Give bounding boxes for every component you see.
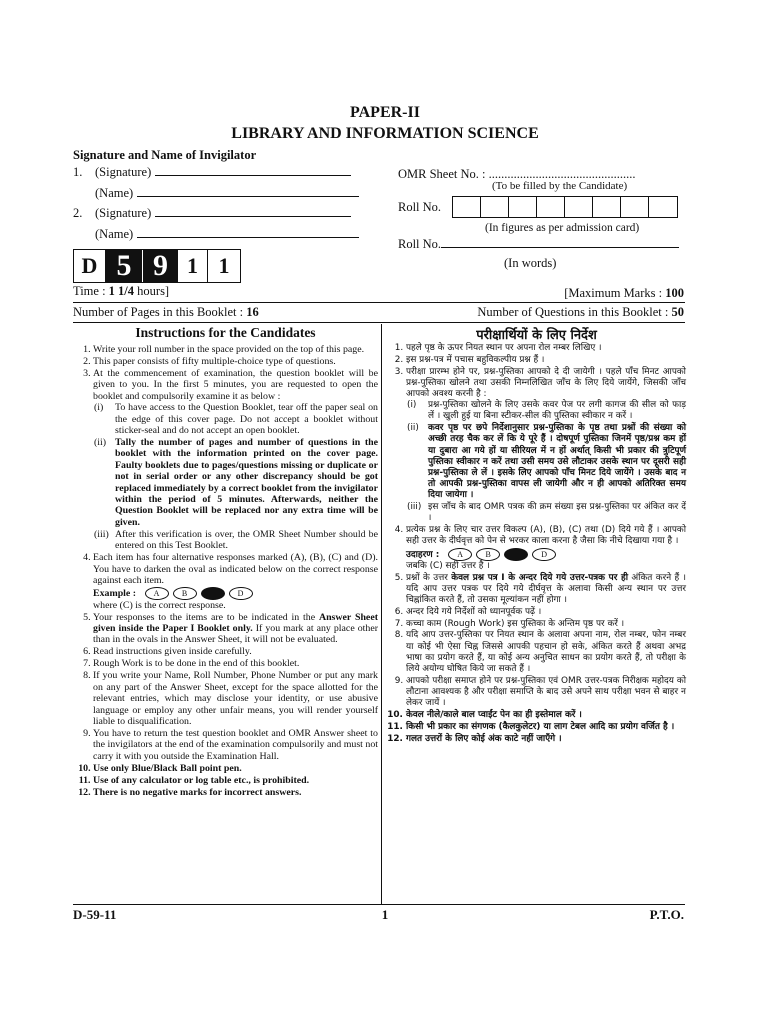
booklet-code-footer: D-59-11 bbox=[73, 907, 117, 922]
signature-blank[interactable] bbox=[155, 206, 351, 217]
roll-digit-box[interactable] bbox=[537, 197, 565, 217]
roll-digit-box[interactable] bbox=[453, 197, 481, 217]
instruction-3-iii bbox=[94, 528, 378, 552]
roman-numeral: (ii) bbox=[407, 423, 419, 434]
time-label: Time : bbox=[73, 284, 109, 298]
divider bbox=[73, 302, 685, 303]
name-label: (Name) bbox=[95, 227, 134, 241]
instruction-5-text-a: Your responses to the items are to be indicated in the bbox=[93, 611, 319, 623]
pto-label: P.T.O. bbox=[649, 907, 684, 922]
instruction-7: 7. Rough Work is to be done in the end of this booklet. bbox=[93, 658, 378, 669]
hindi-instruction-7: 7. कच्चा काम (Rough Work) इस पुस्तिका के अन्तिम पृष्ठ पर करें । bbox=[406, 619, 686, 630]
roll-number-boxes[interactable] bbox=[452, 196, 678, 218]
question-count bbox=[477, 305, 684, 320]
page-count bbox=[73, 305, 259, 320]
roman-numeral: (i) bbox=[94, 402, 104, 414]
hindi-instruction-12: 12. गलत उत्तरों के लिए कोई अंक काटे नहीं जाएँगे । bbox=[406, 734, 686, 745]
roman-numeral: (iii) bbox=[94, 528, 109, 540]
page-number: 1 bbox=[381, 907, 389, 922]
hindi-instruction-4 bbox=[406, 525, 686, 572]
english-instructions bbox=[73, 344, 378, 799]
hindi-instruction-11: 11. किसी भी प्रकार का संगणक (कैलकुलेटर) या लाग टेबल आदि का प्रयोग वर्जित है । bbox=[406, 722, 686, 733]
instruction-1: 1. Write your roll number in the space provided on the top of this page. bbox=[93, 344, 378, 355]
signature-line-2 bbox=[73, 206, 351, 221]
name-line-1 bbox=[73, 186, 359, 201]
hindi-instruction-2: 2. इस प्रश्न-पत्र में पचास बहुविकल्पीय प्रश्न हैं । bbox=[406, 355, 686, 366]
name-label: (Name) bbox=[95, 186, 134, 200]
roll-words-label: Roll No. bbox=[398, 237, 442, 251]
instruction-3-ii bbox=[94, 437, 378, 528]
roll-words-blank[interactable] bbox=[441, 237, 679, 248]
roll-digit-box[interactable] bbox=[509, 197, 537, 217]
code-digit: 1 bbox=[218, 253, 230, 278]
instruction-3-iii-text: After this verification is over, the OMR Sheet Number should be entered on this Test Booklet. bbox=[115, 528, 378, 552]
example-label: Example : bbox=[93, 587, 137, 599]
roll-digit-box[interactable] bbox=[593, 197, 621, 217]
hindi-instruction-3-iii bbox=[407, 502, 686, 524]
code-digit: 9 bbox=[142, 250, 178, 282]
bubble-c-filled bbox=[201, 587, 225, 600]
booklet-code bbox=[73, 249, 241, 283]
instruction-5-text-b: Answer Sheet given inside the Paper I Booklet only. bbox=[93, 611, 378, 634]
instruction-10: 10. Use only Blue/Black Ball point pen. bbox=[93, 763, 378, 774]
divider bbox=[73, 322, 685, 323]
max-marks-value: 100 bbox=[665, 286, 684, 300]
hindi-instruction-3-text: परीक्षा प्रारम्भ होने पर, प्रश्न-पुस्तिका आपको दे दी जायेगी । पहले पाँच मिनट आपको प्रश्न-पुस्तिका खोलने तथा उसकी निम्नलिखित जाँच के लिए दिये जायेंगे, जिसकी जाँच आपको अवश्य करनी है : bbox=[406, 366, 686, 399]
hindi-instructions bbox=[384, 343, 686, 745]
instruction-11: 11. Use of any calculator or log table etc., is prohibited. bbox=[93, 775, 378, 786]
item-number: 1. bbox=[73, 165, 83, 179]
code-letter: D bbox=[74, 250, 106, 282]
in-words-note: (In words) bbox=[504, 256, 557, 270]
time-value: 1 1/4 bbox=[108, 284, 135, 298]
hindi-instruction-5-text-c: अंकित करने हैं । यदि आप उत्तर पत्रक पर दिये गये दीर्घवृत्त के अलावा किसी अन्य स्थान पर उत्तर चिह्नांकित करते हैं, तो उसका मूल्यांकन नहीं होगा । bbox=[406, 572, 686, 606]
instruction-6: 6. Read instructions given inside carefully. bbox=[93, 646, 378, 657]
code-digit: 1 bbox=[178, 250, 208, 282]
hindi-instruction-3-ii bbox=[407, 423, 686, 501]
roman-numeral: (ii) bbox=[94, 437, 107, 449]
page-count-label: Number of Pages in this Booklet : bbox=[73, 305, 247, 319]
instruction-9: 9. You have to return the test question booklet and OMR Answer sheet to the invigilators at the end of the examination compulsorily and must not carry it with you outside the Examination Hall. bbox=[93, 728, 378, 762]
example-bubbles bbox=[145, 587, 253, 600]
hindi-instruction-5 bbox=[406, 573, 686, 607]
instruction-2: 2. This paper consists of fifty multiple-choice type of questions. bbox=[93, 356, 378, 367]
roll-digit-box[interactable] bbox=[649, 197, 677, 217]
maximum-marks bbox=[564, 286, 684, 301]
hindi-instructions-heading: परीक्षार्थियों के लिए निर्देश bbox=[476, 328, 597, 343]
name-blank[interactable] bbox=[137, 186, 359, 197]
hindi-example-label: उदाहरण : bbox=[406, 549, 440, 560]
hindi-instruction-10: 10. केवल नीले/काले बाल प्वाईंट पेन का ही इस्तेमाल करें । bbox=[406, 710, 686, 721]
bubble-c-filled bbox=[504, 548, 528, 561]
roll-figures-note: (In figures as per admission card) bbox=[485, 222, 640, 234]
instruction-5-text-c: If you mark at any place other than in the ovals in the Answer Sheet, it will not be evaluated. bbox=[93, 622, 379, 646]
hindi-instruction-5-text-a: प्रश्नों के उत्तर bbox=[406, 572, 452, 583]
omr-note: (To be filled by the Candidate) bbox=[492, 180, 628, 192]
time-suffix: hours] bbox=[134, 284, 170, 298]
roman-numeral: (i) bbox=[407, 400, 417, 411]
hindi-instruction-8: 8. यदि आप उत्तर-पुस्तिका पर नियत स्थान के अलावा अपना नाम, रोल नम्बर, फोन नम्बर या कोई भी ऐसा चिह्न जिससे आपकी पहचान हो सके, अंकित करते हैं अथवा अभद्र भाषा का प्रयोग करते हैं, या कोई अन्य अनुचित साधन का प्रयोग करते हैं, तो परीक्षा के लिये अयोग्य घोषित किये जा सकते हैं । bbox=[406, 630, 686, 675]
code-digit: 5 bbox=[106, 250, 142, 282]
column-divider bbox=[381, 324, 382, 904]
english-instructions-heading: Instructions for the Candidates bbox=[135, 325, 316, 340]
hindi-instruction-3 bbox=[406, 367, 686, 525]
hindi-example-bubbles bbox=[448, 548, 556, 561]
signature-line-1 bbox=[73, 165, 351, 180]
bubble-b: B bbox=[476, 548, 500, 561]
hindi-instruction-9: 9. आपको परीक्षा समाप्त होने पर प्रश्न-पुस्तिका एवं OMR उत्तर-पत्रक निरीक्षक महोदय को लौटाना आवश्यक है और परीक्षा समाप्ति के बाद उसे अपने साथ परीक्षा भवन से बाहर न लेकर जायें । bbox=[406, 676, 686, 710]
instruction-3-ii-text: Tally the number of pages and number of questions in the booklet with the information printed on the cover page. Faulty booklets due to pages/questions missing or duplicate or not in serial order or any other discrepancy should be got replaced immediately by a correct booklet from the invigilator within the period of 5 minutes. Afterwards, neither the Question Booklet will be replaced nor any extra time will be given. bbox=[115, 437, 378, 528]
instruction-3-text: At the commencement of examination, the question booklet will be given to you. In the first 5 minutes, you are requested to open the booklet and compulsorily examine it as below : bbox=[93, 368, 378, 402]
signature-blank[interactable] bbox=[155, 165, 351, 176]
hindi-instruction-1: 1. पहले पृष्ठ के ऊपर नियत स्थान पर अपना रोल नम्बर लिखिए । bbox=[406, 343, 686, 354]
hindi-instruction-3-i bbox=[407, 400, 686, 422]
hindi-instruction-3-i-text: प्रश्न-पुस्तिका खोलने के लिए उसके कवर पेज पर लगी कागज की सील को फाड़ लें । खुली हुई या बिना स्टीकर-सील की पुस्तिका स्वीकार न करें । bbox=[428, 400, 686, 422]
bubble-b: B bbox=[173, 587, 197, 600]
hindi-instruction-4-text: प्रत्येक प्रश्न के लिए चार उत्तर विकल्प (A), (B), (C) तथा (D) दिये गये हैं । आपको सही उत्तर के दीर्घवृत्त को पेन से भरकर काला करना है जैसा कि नीचे दिखाया गया है । bbox=[406, 525, 686, 547]
time-allowed bbox=[73, 284, 169, 299]
hindi-instruction-3-iii-text: इस जाँच के बाद OMR पत्रक की क्रम संख्या इस प्रश्न-पुस्तिका पर अंकित कर दें । bbox=[428, 502, 686, 524]
name-line-2 bbox=[73, 227, 359, 242]
bubble-d: D bbox=[532, 548, 556, 561]
omr-sheet-field[interactable]: OMR Sheet No. : ............................................... bbox=[398, 167, 636, 181]
max-marks-label: [Maximum Marks : bbox=[564, 286, 666, 300]
roll-digit-box[interactable] bbox=[481, 197, 509, 217]
invigilator-heading: Signature and Name of Invigilator bbox=[73, 148, 257, 162]
bubble-a: A bbox=[448, 548, 472, 561]
hindi-instruction-5-text-b: केवल प्रश्न पत्र I के अन्दर दिये गये उत्तर-पत्रक पर ही bbox=[451, 572, 628, 583]
instruction-5 bbox=[93, 612, 378, 646]
bubble-a: A bbox=[145, 587, 169, 600]
signature-label: (Signature) bbox=[95, 206, 152, 220]
bubble-d: D bbox=[229, 587, 253, 600]
question-count-label: Number of Questions in this Booklet : bbox=[477, 305, 672, 319]
roll-words-line bbox=[398, 237, 679, 252]
instruction-3 bbox=[93, 368, 378, 552]
roll-number-label: Roll No. bbox=[398, 200, 442, 214]
roll-digit-box[interactable] bbox=[621, 197, 649, 217]
page-count-value: 16 bbox=[246, 305, 259, 319]
paper-title: PAPER-II bbox=[350, 104, 420, 121]
item-number: 2. bbox=[73, 206, 83, 220]
instruction-3-i-text: To have access to the Question Booklet, tear off the paper seal on the edge of this cover page. Do not accept a booklet without sticker-seal and do not accept an open booklet. bbox=[115, 402, 378, 437]
question-count-value: 50 bbox=[671, 305, 684, 319]
signature-label: (Signature) bbox=[95, 165, 152, 179]
instruction-8: 8. If you write your Name, Roll Number, Phone Number or put any mark on any part of the Answer Sheet, except for the space allotted for the relevant entries, which may disclose your identity, or use abusive language or employ any other unfair means, you will render yourself liable to disqualification. bbox=[93, 670, 378, 727]
subject-title: LIBRARY AND INFORMATION SCIENCE bbox=[231, 125, 539, 142]
roman-numeral: (iii) bbox=[407, 502, 422, 513]
instruction-4 bbox=[93, 552, 378, 611]
instruction-3-i bbox=[94, 402, 378, 437]
hindi-instruction-6: 6. अन्दर दिये गये निर्देशों को ध्यानपूर्वक पढ़ें । bbox=[406, 607, 686, 618]
divider bbox=[73, 904, 685, 905]
instruction-4-text: Each item has four alternative responses marked (A), (B), (C) and (D). You have to darken the oval as indicated below on the correct response against each item. bbox=[93, 552, 378, 587]
instruction-4-where: where (C) is the correct response. bbox=[93, 599, 226, 611]
name-blank[interactable] bbox=[137, 227, 359, 238]
instruction-12: 12. There is no negative marks for incorrect answers. bbox=[93, 787, 378, 798]
hindi-instruction-4-where: जबकि (C) सही उत्तर है । bbox=[406, 560, 490, 571]
roll-digit-box[interactable] bbox=[565, 197, 593, 217]
hindi-instruction-3-ii-text: कवर पृष्ठ पर छपे निर्देशानुसार प्रश्न-पुस्तिका के पृष्ठ तथा प्रश्नों की संख्या को अच्छी तरह चैक कर लें कि ये पूरे हैं । दोषपूर्ण पुस्तिका जिनमें पृष्ठ/प्रश्न कम हों या दुबारा आ गये हों या सीरियल में न हों अर्थात् किसी भी प्रकार की त्रुटिपूर्ण पुस्तिका स्वीकार न करें तथा उसी समय उसे लौटाकर उसके स्थान पर दूसरी सही प्रश्न-पुस्तिका ले लें । इसके लिए आपको पाँच मिनट दिये जायेंगे । उसके बाद न तो आपकी प्रश्न-पुस्तिका वापस ली जायेगी और न ही आपको अतिरिक्त समय दिया जायेगा । bbox=[428, 423, 686, 501]
